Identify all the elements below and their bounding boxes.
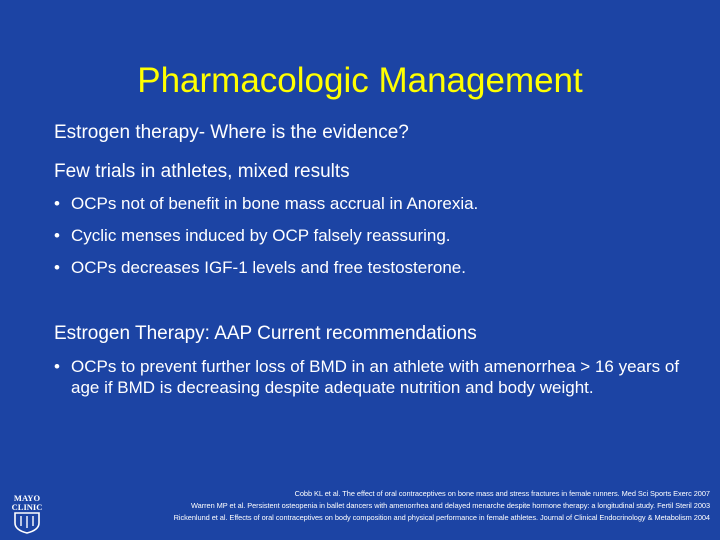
reference-line: Cobb KL et al. The effect of oral contraceptives on bone mass and stress fractures in female runners. Med Sci Sports Exerc 2007: [294, 489, 710, 498]
reference-line: Rickenlund et al. Effects of oral contraceptives on body composition and physical performance in female athletes. Journal of Clinical Endocrinology & Metabolism 2004: [173, 513, 710, 522]
bullet-marker: •: [54, 194, 60, 213]
bullet-item: OCPs to prevent further loss of BMD in an athlete with amenorrhea > 16 years of age if BMD is decreasing despite adequate nutrition and body weight.: [71, 357, 680, 397]
mayo-clinic-logo: [8, 492, 46, 534]
references: [70, 488, 710, 524]
reference-line: Warren MP et al. Persistent osteopenia in ballet dancers with amenorrhea and delayed menarche despite hormone therapy: a longitudinal study. Fertil Steril 2003: [191, 501, 710, 510]
heading-estrogen-evidence: Estrogen therapy- Where is the evidence?: [54, 122, 409, 143]
heading-few-trials: Few trials in athletes, mixed results: [54, 161, 350, 182]
logo-text-mayo: MAYO: [13, 493, 41, 503]
bullet-marker: •: [54, 357, 60, 376]
heading-aap-recommendations: Estrogen Therapy: AAP Current recommendations: [54, 323, 477, 344]
slide-title: Pharmacologic Management: [137, 61, 583, 100]
shield-stripes: [21, 516, 33, 528]
bullet-item: Cyclic menses induced by OCP falsely reassuring.: [71, 226, 451, 245]
bullet-marker: •: [54, 258, 60, 277]
bullet-marker: •: [54, 226, 60, 245]
bullet-item: OCPs not of benefit in bone mass accrual in Anorexia.: [71, 194, 479, 213]
bullet-item: OCPs decreases IGF-1 levels and free testosterone.: [71, 258, 466, 277]
logo-text-clinic: CLINIC: [11, 502, 43, 512]
